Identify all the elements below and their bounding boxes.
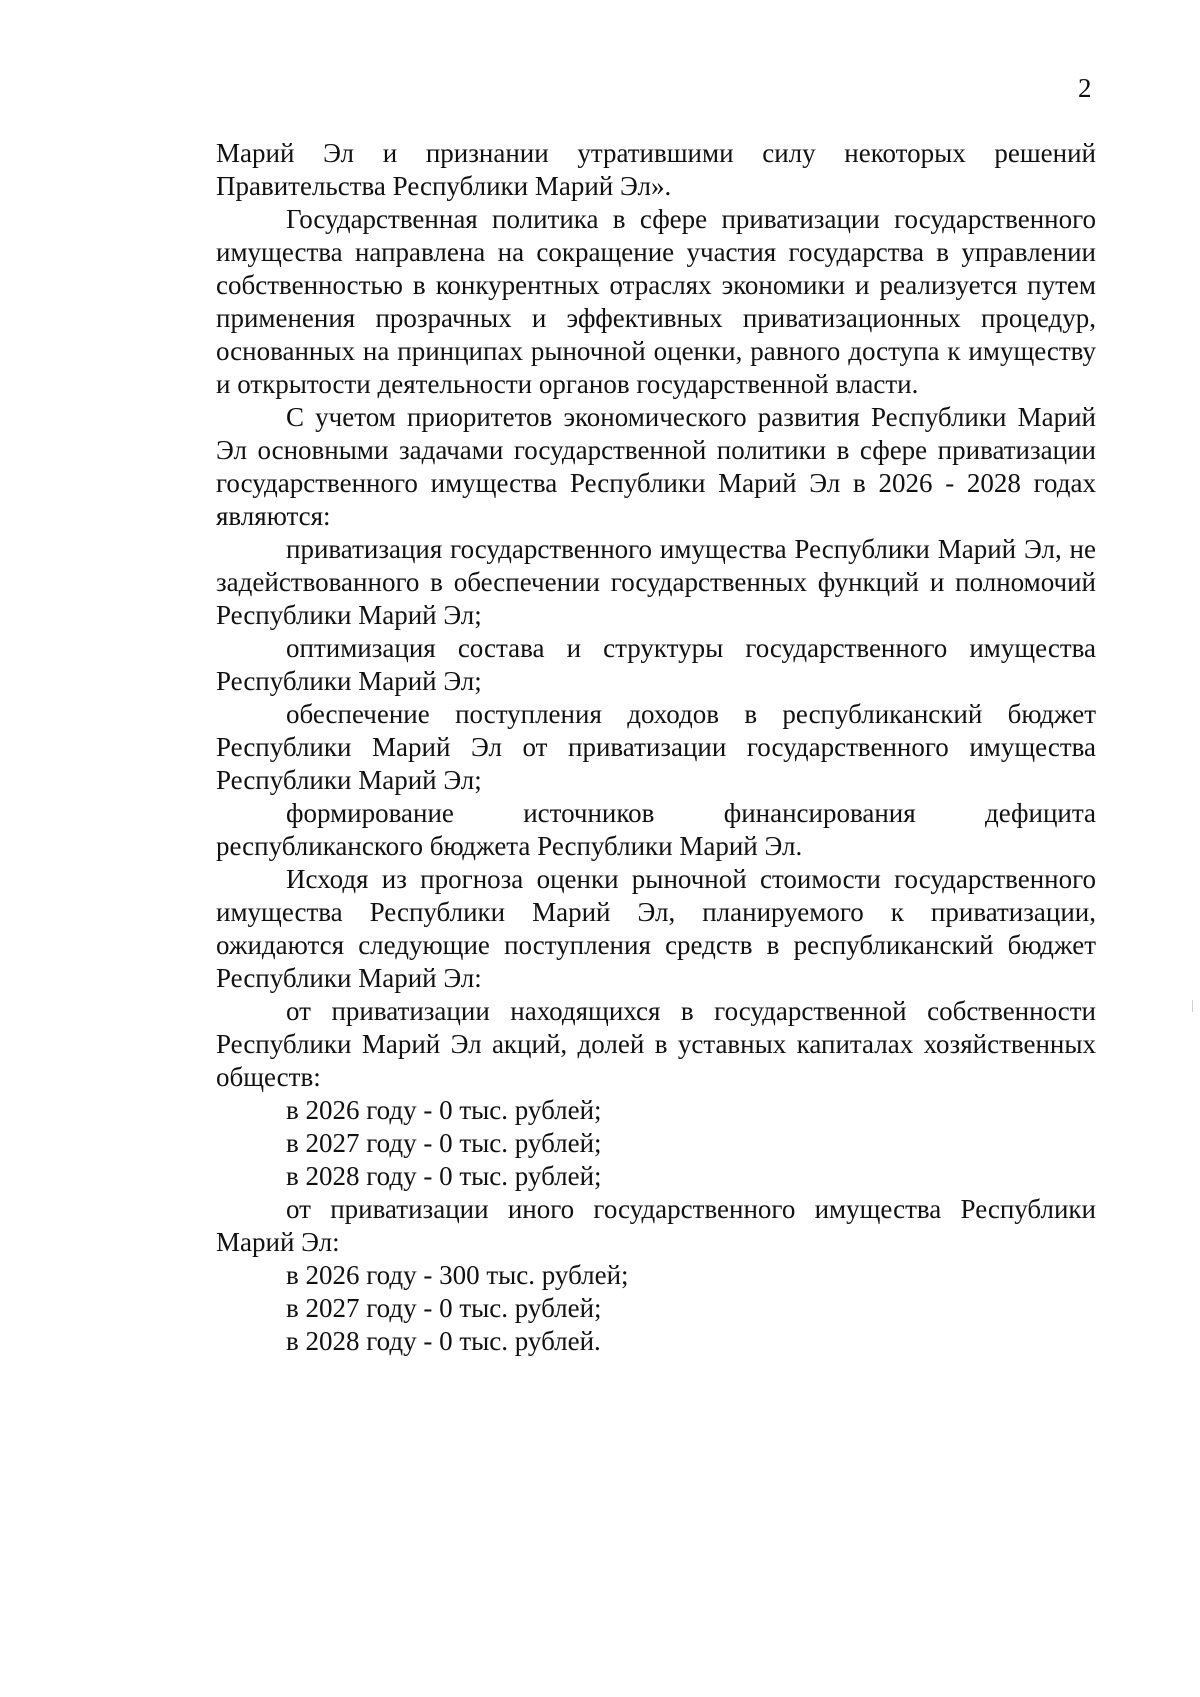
document-body [216,137,1096,1358]
task-item-optimization: оптимизация состава и структуры государственного имущества Республики Марий Эл; [216,633,1096,696]
paragraph-policy: Государственная политика в сфере приватизации государственного имущества направлена на сокращение участия государства в управлении собственностью в конкурентных отраслях экономики и реализуется путем применения прозрачных и эффективных приватизационных процедур, основанных на принципах рыночной оценки, равного доступа к имуществу и открытости деятельности органов государственной власти. [216,204,1096,399]
amount-item: в 2026 году - 0 тыс. рублей; [286,1095,602,1125]
paragraph-continuation: Марий Эл и признании утратившими силу некоторых решений Правительства Республики Марий Эл». [216,138,1096,201]
paragraph-tasks-intro: С учетом приоритетов экономического развития Республики Марий Эл основными задачами государственной политики в сфере приватизации государственного имущества Республики Марий Эл в 2026 - 2028 годах являются: [216,402,1096,531]
task-item-privatization: приватизация государственного имущества Республики Марий Эл, не задействованного в обеспечении государственных функций и полномочий Республики Марий Эл; [216,534,1096,630]
task-item-revenue: обеспечение поступления доходов в республиканский бюджет Республики Марий Эл от приватизации государственного имущества Республики Марий Эл; [216,699,1096,795]
shares-amounts-list [216,1094,1096,1193]
paragraph-other-property-intro: от приватизации иного государственного имущества Республики Марий Эл: [216,1194,1096,1257]
paragraph-shares-intro: от приватизации находящихся в государственной собственности Республики Марий Эл акций, долей в уставных капиталах хозяйственных обществ: [216,996,1096,1092]
paragraph-revenue-forecast: Исходя из прогноза оценки рыночной стоимости государственного имущества Республики Марий Эл, планируемого к приватизации, ожидаются следующие поступления средств в республиканский бюджет Республики Марий Эл: [216,864,1096,993]
task-item-deficit-funding: формирование источников финансирования дефицита республиканского бюджета Республики Марий Эл. [216,798,1096,861]
amount-item: в 2028 году - 0 тыс. рублей; [286,1161,602,1191]
amount-item: в 2026 году - 300 тыс. рублей; [286,1260,629,1290]
other-property-amounts-list [216,1259,1096,1358]
amount-item: в 2027 году - 0 тыс. рублей; [286,1293,602,1323]
amount-item: в 2027 году - 0 тыс. рублей; [286,1128,602,1158]
scan-artifact [1192,1000,1193,1012]
amount-item: в 2028 году - 0 тыс. рублей. [286,1326,601,1356]
page-number: 2 [1078,73,1092,103]
